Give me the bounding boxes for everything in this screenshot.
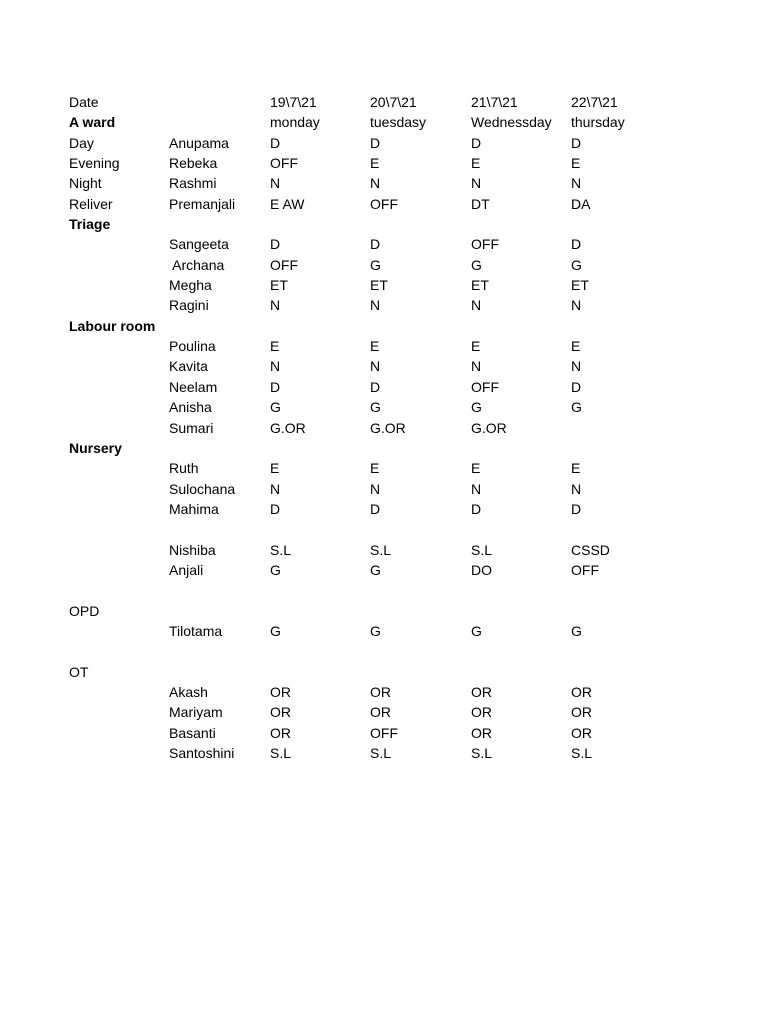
roster-row: [69, 662, 709, 682]
staff-name-cell: Anisha: [169, 399, 212, 416]
roster-row: [69, 418, 709, 438]
day2-shift-cell: G: [370, 399, 381, 416]
day4-shift-cell: G: [571, 399, 582, 416]
staff-name-cell: Anjali: [169, 561, 204, 578]
day4-shift-cell: OR: [571, 683, 592, 700]
roster-row: [69, 173, 709, 193]
area-cell: OPD: [69, 602, 100, 619]
roster-row: [69, 214, 709, 234]
day1-shift-cell: G: [270, 622, 281, 639]
day1-shift-cell: ET: [270, 277, 288, 294]
day2-shift-cell: OR: [370, 704, 391, 721]
day2-shift-cell: OFF: [370, 724, 398, 741]
day2-shift-cell: N: [370, 175, 381, 192]
day1-shift-cell: D: [270, 236, 281, 253]
day4-shift-cell: thursday: [571, 114, 625, 131]
day3-shift-cell: OR: [471, 704, 492, 721]
area-cell: Day: [69, 134, 94, 151]
day3-shift-cell: N: [471, 297, 482, 314]
staff-name-cell: Poulina: [169, 338, 216, 355]
day2-shift-cell: N: [370, 480, 381, 497]
day4-shift-cell: D: [571, 236, 582, 253]
day1-shift-cell: OR: [270, 704, 291, 721]
day4-shift-cell: E: [571, 155, 581, 172]
staff-name-cell: Megha: [169, 277, 212, 294]
staff-name-cell: Nishiba: [169, 541, 216, 558]
day4-shift-cell: G: [571, 622, 582, 639]
day1-shift-cell: D: [270, 134, 281, 151]
staff-name-cell: Santoshini: [169, 745, 235, 761]
day2-shift-cell: D: [370, 236, 381, 253]
day2-shift-cell: ET: [370, 277, 388, 294]
day2-shift-cell: tuesdasy: [370, 114, 427, 131]
day4-shift-cell: E: [571, 338, 581, 355]
staff-name-cell: Archana: [169, 256, 225, 273]
roster-row: [69, 479, 709, 499]
area-cell: Reliver: [69, 195, 113, 212]
day2-shift-cell: G: [370, 256, 381, 273]
day2-shift-cell: 20\7\21: [370, 94, 417, 110]
day3-shift-cell: OFF: [471, 236, 499, 253]
day2-shift-cell: E: [370, 155, 380, 172]
day3-shift-cell: 21\7\21: [471, 94, 518, 110]
day2-shift-cell: G: [370, 561, 381, 578]
day3-shift-cell: G: [471, 622, 482, 639]
roster-row: [69, 580, 709, 600]
duty-roster-sheet: [69, 92, 709, 763]
staff-name-cell: Kavita: [169, 358, 208, 375]
roster-row: [69, 702, 709, 722]
staff-name-cell: Rashmi: [169, 175, 217, 192]
day1-shift-cell: N: [270, 358, 281, 375]
day1-shift-cell: D: [270, 378, 281, 395]
staff-name-cell: Mariyam: [169, 704, 223, 721]
day3-shift-cell: G: [471, 256, 482, 273]
day2-shift-cell: D: [370, 134, 381, 151]
day2-shift-cell: OFF: [370, 195, 398, 212]
day3-shift-cell: N: [471, 480, 482, 497]
day4-shift-cell: 22\7\21: [571, 94, 618, 110]
day3-shift-cell: N: [471, 358, 482, 375]
area-cell: Nursery: [69, 439, 122, 456]
roster-row: [69, 133, 709, 153]
staff-name-cell: Sumari: [169, 419, 214, 436]
day3-shift-cell: D: [471, 500, 482, 517]
day1-shift-cell: E AW: [270, 195, 305, 212]
roster-row: [69, 621, 709, 641]
day4-shift-cell: DA: [571, 195, 591, 212]
day2-shift-cell: OR: [370, 683, 391, 700]
roster-row: [69, 316, 709, 336]
day3-shift-cell: OR: [471, 724, 492, 741]
day1-shift-cell: 19\7\21: [270, 94, 317, 110]
day3-shift-cell: G.OR: [471, 419, 507, 436]
day1-shift-cell: S.L: [270, 541, 292, 558]
roster-row: [69, 519, 709, 539]
staff-name-cell: Neelam: [169, 378, 218, 395]
roster-row: [69, 377, 709, 397]
day3-shift-cell: N: [471, 175, 482, 192]
day4-shift-cell: D: [571, 500, 582, 517]
roster-row: [69, 641, 709, 661]
day4-shift-cell: ET: [571, 277, 589, 294]
staff-name-cell: Rebeka: [169, 155, 218, 172]
roster-row: [69, 356, 709, 376]
day4-shift-cell: D: [571, 134, 582, 151]
area-cell: Evening: [69, 155, 120, 172]
roster-row: [69, 723, 709, 743]
day4-shift-cell: G: [571, 256, 582, 273]
staff-name-cell: Sulochana: [169, 480, 236, 497]
roster-row: [69, 458, 709, 478]
staff-name-cell: Basanti: [169, 724, 216, 741]
staff-name-cell: Anupama: [169, 134, 229, 151]
staff-name-cell: Ragini: [169, 297, 209, 314]
roster-row: [69, 92, 709, 112]
roster-row: [69, 112, 709, 132]
day3-shift-cell: ET: [471, 277, 489, 294]
day2-shift-cell: S.L: [370, 745, 392, 761]
day4-shift-cell: OR: [571, 724, 592, 741]
roster-row: [69, 540, 709, 560]
day4-shift-cell: N: [571, 175, 582, 192]
day4-shift-cell: S.L: [571, 745, 593, 761]
day1-shift-cell: S.L: [270, 745, 292, 761]
roster-row: [69, 438, 709, 458]
day3-shift-cell: E: [471, 460, 481, 477]
roster-row: [69, 194, 709, 214]
day3-shift-cell: S.L: [471, 541, 493, 558]
roster-row: [69, 295, 709, 315]
area-cell: Labour room: [69, 317, 156, 334]
day3-shift-cell: S.L: [471, 745, 493, 761]
day1-shift-cell: N: [270, 480, 281, 497]
day2-shift-cell: G.OR: [370, 419, 406, 436]
staff-name-cell: Ruth: [169, 460, 199, 477]
day1-shift-cell: OR: [270, 724, 291, 741]
roster-row: [69, 601, 709, 621]
day1-shift-cell: E: [270, 338, 280, 355]
day3-shift-cell: G: [471, 399, 482, 416]
day4-shift-cell: N: [571, 297, 582, 314]
day1-shift-cell: N: [270, 175, 281, 192]
roster-row: [69, 234, 709, 254]
day1-shift-cell: D: [270, 500, 281, 517]
day4-shift-cell: OFF: [571, 561, 599, 578]
roster-row: [69, 499, 709, 519]
day1-shift-cell: G: [270, 561, 281, 578]
day3-shift-cell: D: [471, 134, 482, 151]
day2-shift-cell: N: [370, 358, 381, 375]
roster-row: [69, 255, 709, 275]
area-cell: A ward: [69, 114, 116, 131]
day1-shift-cell: OR: [270, 683, 291, 700]
staff-name-cell: Sangeeta: [169, 236, 229, 253]
day2-shift-cell: E: [370, 338, 380, 355]
day1-shift-cell: E: [270, 460, 280, 477]
day4-shift-cell: CSSD: [571, 541, 610, 558]
day1-shift-cell: OFF: [270, 155, 298, 172]
roster-row: [69, 743, 709, 763]
day4-shift-cell: OR: [571, 704, 592, 721]
day1-shift-cell: N: [270, 297, 281, 314]
staff-name-cell: Akash: [169, 683, 208, 700]
staff-name-cell: Tilotama: [169, 622, 223, 639]
day4-shift-cell: D: [571, 378, 582, 395]
staff-name-cell: Premanjali: [169, 195, 236, 212]
area-cell: Night: [69, 175, 102, 192]
roster-row: [69, 336, 709, 356]
day2-shift-cell: D: [370, 500, 381, 517]
day3-shift-cell: Wednessday: [471, 114, 552, 131]
day3-shift-cell: OR: [471, 683, 492, 700]
day1-shift-cell: G: [270, 399, 281, 416]
staff-name-cell: Mahima: [169, 500, 219, 517]
area-cell: OT: [69, 663, 89, 680]
day3-shift-cell: OFF: [471, 378, 499, 395]
day1-shift-cell: OFF: [270, 256, 298, 273]
roster-row: [69, 275, 709, 295]
day2-shift-cell: D: [370, 378, 381, 395]
day3-shift-cell: E: [471, 155, 481, 172]
day2-shift-cell: N: [370, 297, 381, 314]
day2-shift-cell: E: [370, 460, 380, 477]
day1-shift-cell: G.OR: [270, 419, 306, 436]
roster-row: [69, 682, 709, 702]
day4-shift-cell: E: [571, 460, 581, 477]
day3-shift-cell: DT: [471, 195, 490, 212]
roster-row: [69, 560, 709, 580]
day4-shift-cell: N: [571, 358, 582, 375]
area-cell: Date: [69, 94, 99, 110]
day2-shift-cell: G: [370, 622, 381, 639]
day2-shift-cell: S.L: [370, 541, 392, 558]
day1-shift-cell: monday: [270, 114, 320, 131]
roster-row: [69, 153, 709, 173]
day4-shift-cell: N: [571, 480, 582, 497]
day3-shift-cell: E: [471, 338, 481, 355]
day3-shift-cell: DO: [471, 561, 492, 578]
roster-row: [69, 397, 709, 417]
area-cell: Triage: [69, 216, 111, 233]
